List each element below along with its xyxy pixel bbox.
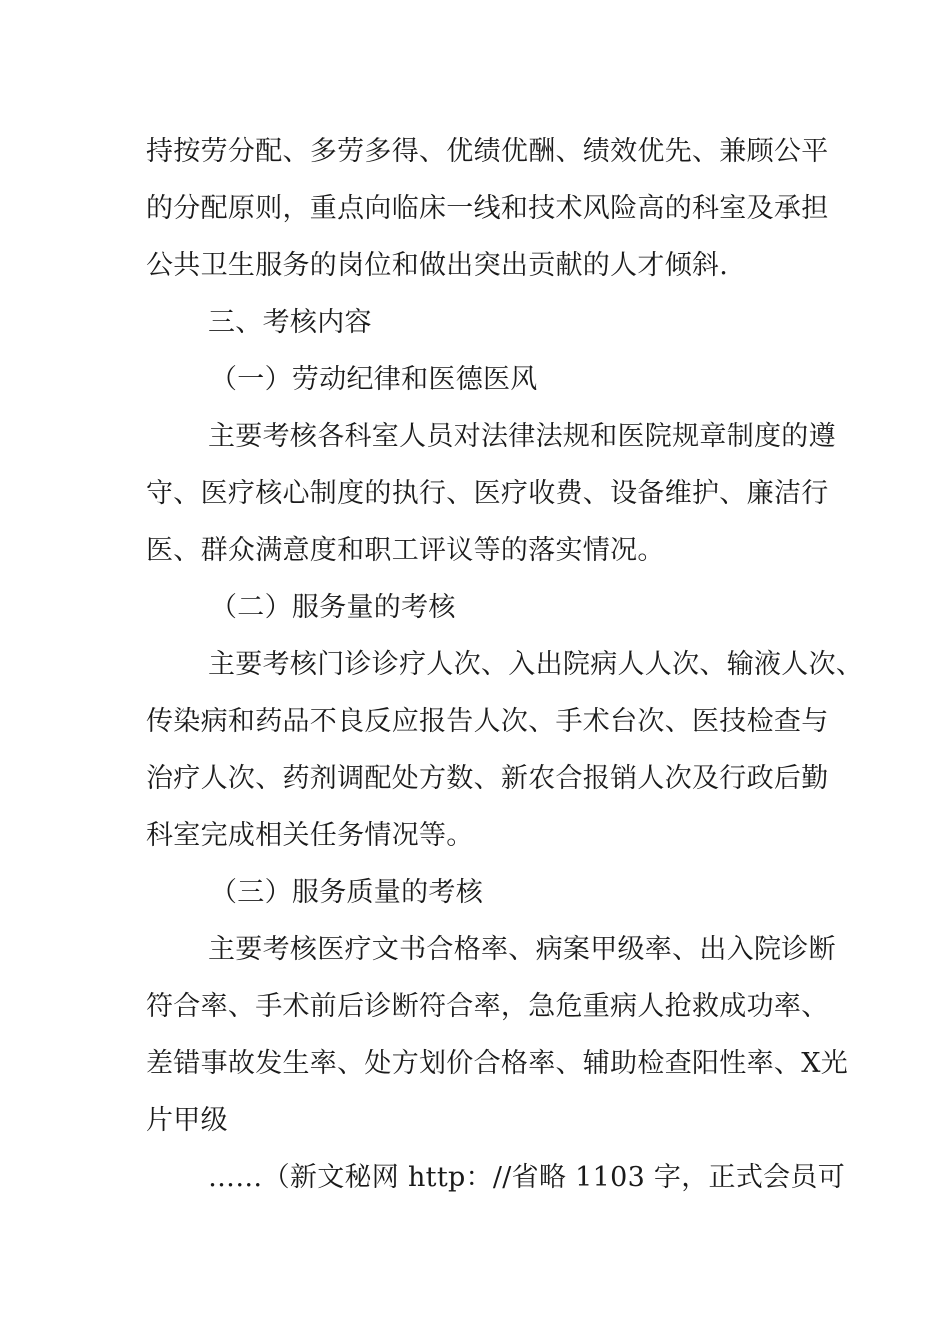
body-text-line: 持按劳分配、多劳多得、优绩优酬、绩效优先、兼顾公平 <box>146 136 829 167</box>
body-text-line: 主要考核医疗文书合格率、病案甲级率、出入院诊断 <box>208 934 836 965</box>
body-text-line: 治疗人次、药剂调配处方数、新农合报销人次及行政后勤 <box>146 763 829 794</box>
subsection-heading: （二）服务量的考核 <box>210 592 456 623</box>
subsection-heading: （一）劳动纪律和医德医风 <box>210 364 538 395</box>
body-text-line: 传染病和药品不良反应报告人次、手术台次、医技检查与 <box>146 706 829 737</box>
body-text-line: 差错事故发生率、处方划价合格率、辅助检查阳性率、X光 <box>146 1048 849 1079</box>
section-heading: 三、考核内容 <box>208 307 372 338</box>
body-text-line: 守、医疗核心制度的执行、医疗收费、设备维护、廉洁行 <box>146 478 829 509</box>
body-text-line: 片甲级 <box>146 1105 228 1136</box>
body-text-line: 符合率、手术前后诊断符合率，急危重病人抢救成功率、 <box>146 991 829 1022</box>
body-text-line: 公共卫生服务的岗位和做出突出贡献的人才倾斜. <box>146 250 729 281</box>
truncation-notice: ……（新文秘网 http：//省略 1103 字，正式会员可 <box>208 1162 846 1193</box>
body-text-line: 主要考核各科室人员对法律法规和医院规章制度的遵 <box>208 421 836 452</box>
body-text-line: 的分配原则，重点向临床一线和技术风险高的科室及承担 <box>146 193 829 224</box>
subsection-heading: （三）服务质量的考核 <box>210 877 483 908</box>
body-text-line: 医、群众满意度和职工评议等的落实情况。 <box>146 535 665 566</box>
body-text-line: 科室完成相关任务情况等。 <box>146 820 474 851</box>
body-text-line: 主要考核门诊诊疗人次、入出院病人人次、输液人次、 <box>208 649 864 680</box>
